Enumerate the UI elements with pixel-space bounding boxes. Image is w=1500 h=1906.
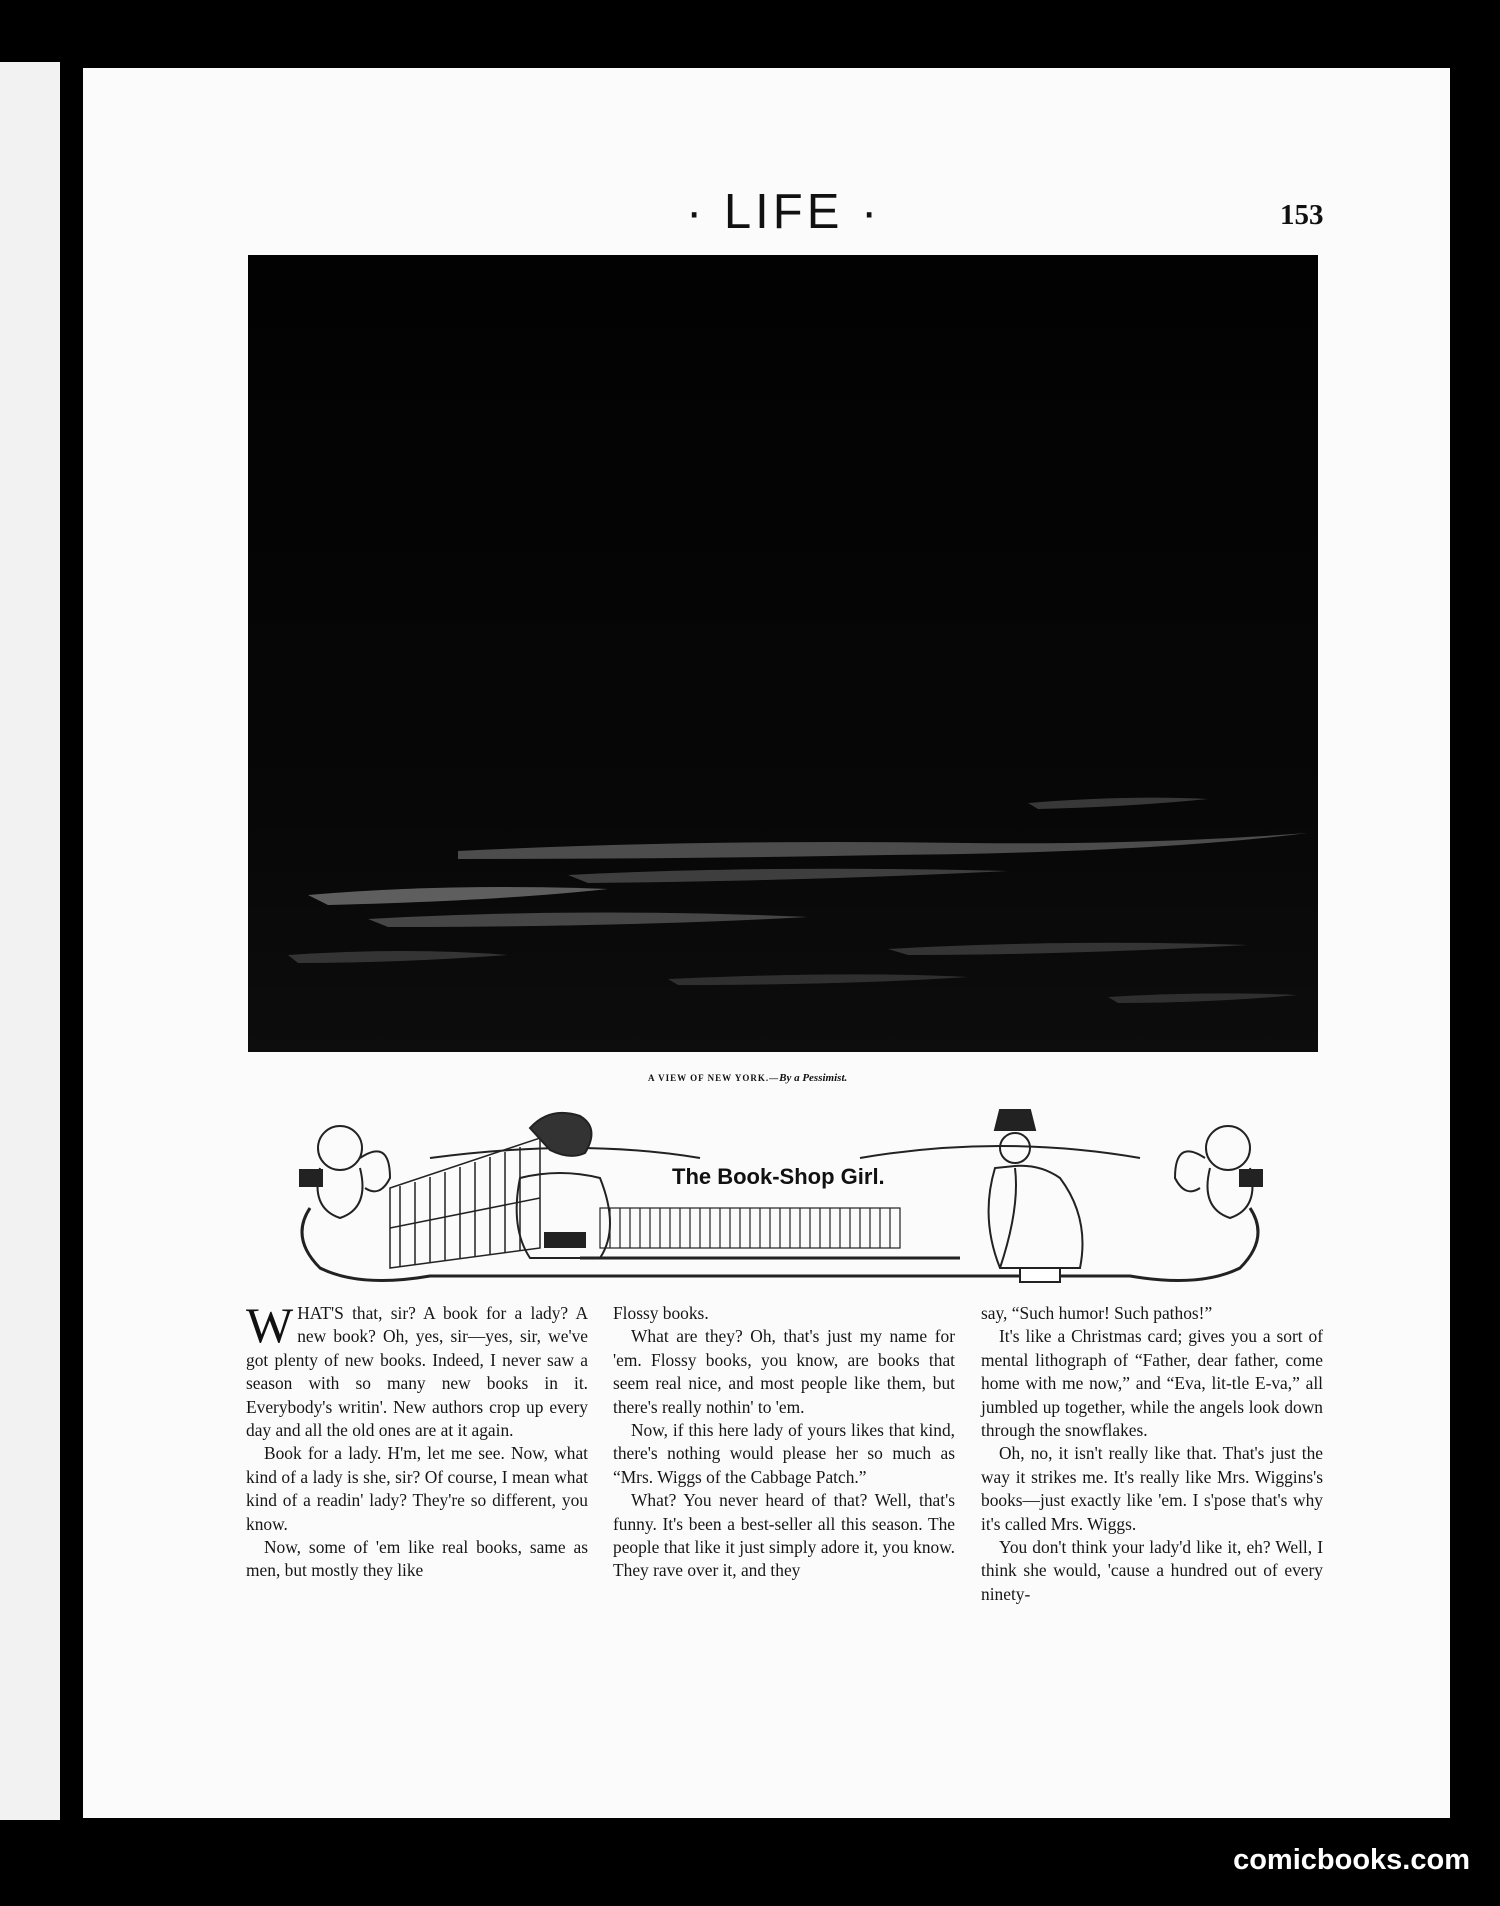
paragraph: Now, some of 'em like real books, same as men, but mostly they like: [246, 1537, 588, 1581]
caption-title: A VIEW OF NEW YORK.—: [648, 1073, 780, 1083]
illustration-caption: [648, 1072, 847, 1084]
drop-cap: W: [246, 1297, 294, 1353]
paragraph: Flossy books.: [613, 1303, 709, 1323]
shop-girl-figure: [517, 1113, 610, 1258]
caption-byline: By a Pessimist.: [779, 1072, 848, 1084]
paragraph: What? You never heard of that? Well, that's funny. It's been a best-seller all this season. The people that like it just simply adore it, you know. They rave over it, and they: [613, 1490, 955, 1581]
magazine-title: · LIFE ·: [686, 185, 882, 239]
watermark: comicbooks.com: [1233, 1844, 1470, 1876]
paragraph: Oh, no, it isn't really like that. That's just the way it strikes me. It's really like Mrs. Wiggins's books—just exactly like 'em. I s'pose that's why it's called Mrs. Wiggs.: [981, 1443, 1323, 1534]
article-column-2: [613, 1302, 955, 1583]
gentleman-figure: [989, 1110, 1083, 1282]
paragraph: It's like a Christmas card; gives you a sort of mental lithograph of “Father, dear father, come home with me now,” and “Eva, lit-tle E-va,” all jumbled up together, while the angels look down through the snowflakes.: [981, 1326, 1323, 1441]
article-title: The Book-Shop Girl.: [672, 1164, 885, 1189]
article-column-1: [246, 1297, 588, 1583]
view-of-new-york-illustration: [248, 255, 1318, 1052]
paragraph-text: HAT'S that, sir? A book for a lady? A new book? Oh, yes, sir—yes, sir, we've got plenty of new books. Indeed, I never saw a season with so many new books in it. Everybody's writin'. New authors crop up every day and all the old ones are at it again.: [246, 1303, 588, 1441]
right-cherub-icon: [1175, 1126, 1262, 1218]
paragraph: [246, 1297, 588, 1442]
paragraph: say, “Such humor! Such pathos!”: [981, 1303, 1213, 1323]
page-number: 153: [1280, 199, 1324, 231]
paragraph: You don't think your lady'd like it, eh? Well, I think she would, 'cause a hundred out of every ninety-: [981, 1537, 1323, 1604]
paragraph: Now, if this here lady of yours likes that kind, there's nothing would please her so much as “Mrs. Wiggs of the Cabbage Patch.”: [613, 1420, 955, 1487]
paragraph: Book for a lady. H'm, let me see. Now, what kind of a lady is she, sir? Of course, I mean what kind of a readin' lady? They're so different, you know.: [246, 1443, 588, 1534]
paragraph: What are they? Oh, that's just my name for 'em. Flossy books, you know, are books that seem real nice, and most people like them, but there's really nothin' to 'em.: [613, 1326, 955, 1417]
counter-books: [580, 1208, 960, 1258]
article-column-3: [981, 1302, 1323, 1606]
left-cherub-icon: [300, 1126, 390, 1218]
book-shop-banner-illustration: [280, 1098, 1280, 1294]
previous-page-edge: [0, 62, 60, 1820]
